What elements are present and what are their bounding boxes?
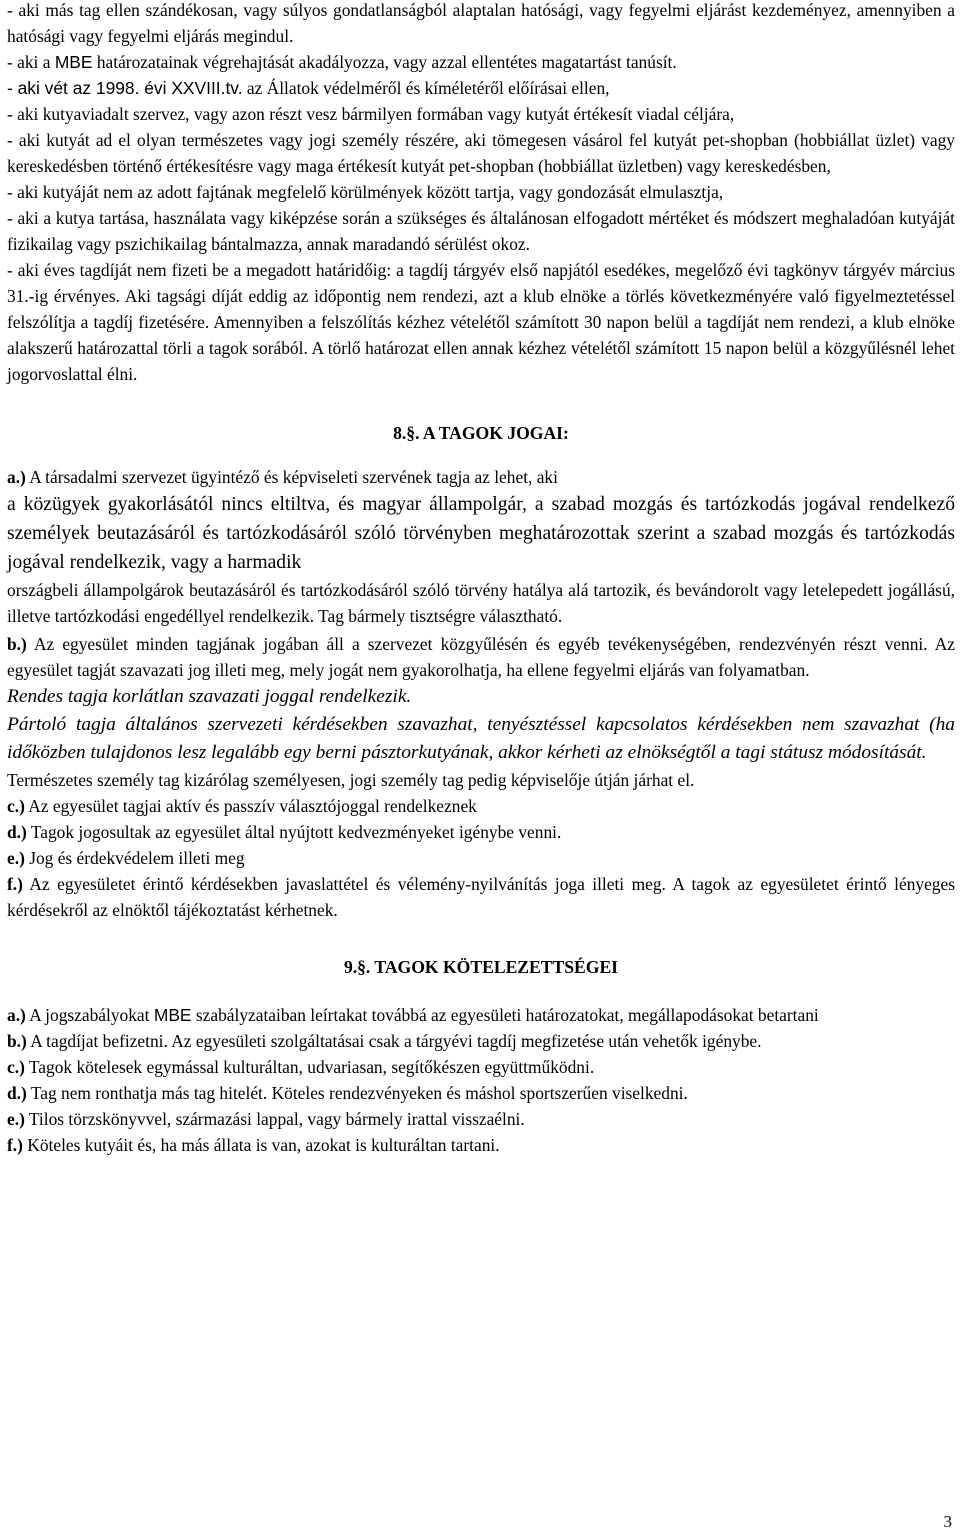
text: A tagdíjat befizetni. Az egyesületi szolgáltatásai csak a tárgyévi tagdíj megfizetése után vehetők igénybe. <box>26 1031 762 1051</box>
paragraph-abuse: - aki a kutya tartása, használata vagy kiképzése során a szükséges és általánosan elfogadott mértéket és módszert meghaladóan kutyáját fizikailag vagy pszichikailag bántalmazza, annak maradandó sérülést okoz. <box>7 208 955 254</box>
paragraph-dogfight: - aki kutyaviadalt szervez, vagy azon részt vesz bármilyen formában vagy kutyát értékesít viadal céljára, <box>7 104 735 124</box>
duties-b <box>7 1028 955 1054</box>
duties-a <box>7 1002 955 1028</box>
item-label: d.) <box>7 1083 27 1103</box>
document-page <box>7 0 955 1158</box>
text: Az egyesületet érintő kérdésekben javaslattétel és vélemény-nyilvánítás joga illeti meg. A tagok az egyesületet érintő lényeges kérdésekről az elnöktől tájékoztatást kérhetnek. <box>7 874 955 920</box>
paragraph-neglect: - aki kutyáját nem az adott fajtának megfelelő körülmények között tartja, vagy gondozását elmulasztja, <box>7 182 724 202</box>
text: Az egyesület minden tagjának jogában áll a szervezet közgyűlésén és egyéb tevékenységében, rendezvényén részt venni. Az egyesület tagját szavazati jog illeti meg, mely jogát nem gyakorolhatja, ha ellene fegyelmi eljárás van folyamatban. <box>7 634 955 680</box>
text: Tagok jogosultak az egyesület által nyújtott kedvezményeket igénybe venni. <box>26 822 562 842</box>
text: az Állatok védelméről és kíméletéről előírásai ellen, <box>242 78 610 98</box>
text: Tagok kötelesek egymással kulturáltan, udvariasan, segítőkészen együttműködni. <box>24 1057 595 1077</box>
item-label: b.) <box>7 634 27 654</box>
rights-f <box>7 871 955 923</box>
duties-c <box>7 1054 955 1080</box>
duties-d <box>7 1080 955 1106</box>
item-label: e.) <box>7 848 25 868</box>
rights-b <box>7 631 955 683</box>
item-label: a.) <box>7 1005 26 1025</box>
duties-e <box>7 1106 955 1132</box>
text: A társadalmi szervezet ügyintéző és képviseleti szervének tagja az lehet, aki <box>25 467 558 487</box>
rights-a-body: országbeli állampolgárok beutazásáról és tartózkodásáról szóló törvény hatálya alá tartozik, és bevándorolt vagy letelepedett jogállású, illetve tartózkodási engedéllyel rendelkezik. Tag bármely tisztségre választható. <box>7 580 955 626</box>
mbe-abbr: MBE <box>54 52 93 72</box>
law-ref: - aki vét az 1998. évi XXVIII.tv. <box>7 78 243 98</box>
item-label: d.) <box>7 822 27 842</box>
item-label: b.) <box>7 1031 27 1051</box>
rights-a-body-large: a közügyek gyakorlásától nincs eltiltva, és magyar állampolgár, a szabad mozgás és tartózkodás jogával rendelkező személyek beutazásáról és tartózkodásáról szóló törvényben meghatározottak szerint a szabad mozgás és tartózkodás jogával rendelkezik, vagy a harmadik <box>7 494 955 573</box>
item-label: c.) <box>7 796 25 816</box>
duties-f <box>7 1132 955 1158</box>
rights-d <box>7 819 955 845</box>
item-label: a.) <box>7 467 26 487</box>
text: Tilos törzskönyvvel, származási lappal, vagy bármely irattal visszaélni. <box>24 1109 525 1129</box>
text: - aki a <box>7 52 55 72</box>
section-9-heading: 9.§. TAGOK KÖTELEZETTSÉGEI <box>343 957 619 977</box>
rights-supporting-member: Pártoló tagja általános szervezeti kérdésekben szavazhat, tenyésztéssel kapcsolatos kérdésekben nem szavazhat (ha időközben tulajdonos lesz legalább egy berni pásztorkutyának, akkor kérheti az elnökségtől a tagi státusz módosítását. <box>7 714 955 763</box>
text: Jog és érdekvédelem illeti meg <box>24 848 245 868</box>
paragraph-disciplinary-false-procedure: - aki más tag ellen szándékosan, vagy súlyos gondatlanságból alaptalan hatósági, vagy fegyelmi eljárást kezdeményez, amennyiben a hatósági vagy fegyelmi eljárás megindul. <box>7 0 955 46</box>
item-label: c.) <box>7 1057 25 1077</box>
text: határozatainak végrehajtását akadályozza, vagy azzal ellentétes magatartást tanúsít. <box>92 52 677 72</box>
item-label: e.) <box>7 1109 25 1129</box>
rights-natural-person: Természetes személy tag kizárólag személyesen, jogi személy tag pedig képviselője útján járhat el. <box>7 770 695 790</box>
section-8-heading: 8.§. A TAGOK JOGAI: <box>393 423 569 443</box>
paragraph-membership-fee: - aki éves tagdíját nem fizeti be a megadott határidőig: a tagdíj tárgyév első napjától esedékes, megelőző évi tagkönyv tárgyév március 31.-ig érvényes. Aki tagsági díját eddig az időpontig nem rendezi, azt a klub elnöke a törlés következményére való figyelmeztetéssel felszólítja a tagdíj fizetésére. Amennyiben a felszólítás kézhez vételétől számított 30 napon belül a tagdíját nem rendezi, a klub elnöke alakszerű határozattal törli a tagok sorából. A törlő határozat ellen annak kézhez vételétől számított 15 napon belül a közgyűlésnél lehet jogorvoslattal élni. <box>7 260 955 384</box>
mbe-abbr: MBE <box>153 1005 192 1025</box>
item-label: f.) <box>7 874 23 894</box>
rights-c <box>7 793 955 819</box>
text: Köteles kutyáit és, ha más állata is van, azokat is kulturáltan tartani. <box>22 1135 500 1155</box>
paragraph-petshop: - aki kutyát ad el olyan természetes vagy jogi személy részére, aki tömegesen vásárol fel kutyát pet-shopban (hobbiállat üzlet) vagy kereskedésben történő értékesítésre vagy maga értékesít kutyát pet-shopban (hobbiállat üzletben) vagy kereskedésben, <box>7 130 955 176</box>
text: szabályzataiban leírtakat továbbá az egyesületi határozatokat, megállapodásokat betartani <box>191 1005 819 1025</box>
paragraph-animal-law <box>7 75 955 101</box>
text: Tag nem ronthatja más tag hitelét. Köteles rendezvényeken és máshol sportszerűen viselkedni. <box>26 1083 688 1103</box>
item-label: f.) <box>7 1135 23 1155</box>
text: Az egyesület tagjai aktív és passzív választójoggal rendelkeznek <box>24 796 477 816</box>
rights-regular-member: Rendes tagja korlátlan szavazati joggal rendelkezik. <box>7 686 412 707</box>
rights-e <box>7 845 955 871</box>
text: A jogszabályokat <box>25 1005 154 1025</box>
paragraph-obstruction <box>7 49 955 75</box>
rights-a-intro <box>7 464 955 490</box>
page-number: 3 <box>943 1512 952 1531</box>
